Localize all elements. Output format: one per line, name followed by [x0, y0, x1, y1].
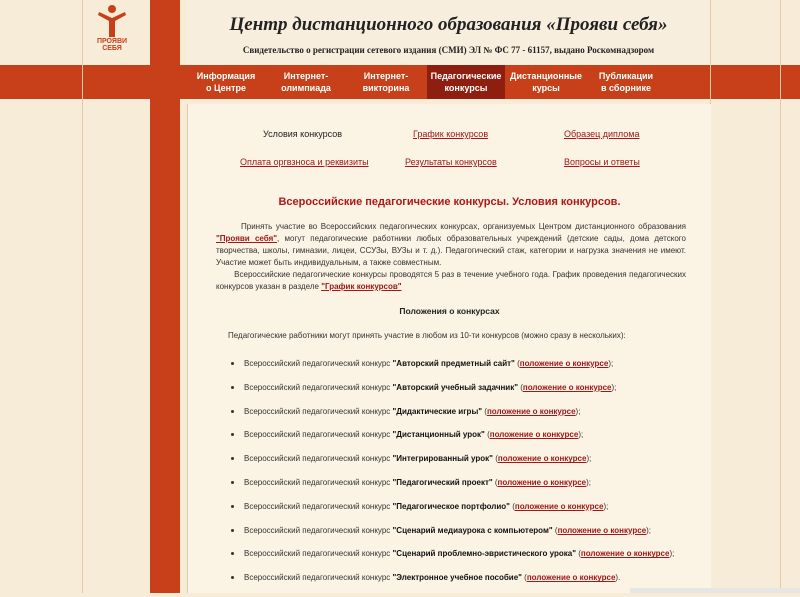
contest-name: "Электронное учебное пособие" — [392, 573, 522, 583]
contest-end: ); — [575, 406, 581, 416]
bullet-icon — [231, 552, 234, 555]
contest-name: "Педагогический проект" — [392, 477, 493, 487]
contest-prefix: Всероссийский педагогический конкурс — [244, 382, 391, 392]
contest-name: "Сценарий проблемно-эвристического урока" — [392, 549, 576, 559]
list-item: Всероссийский педагогический конкурс "Педагогическое портфолио" (положение о конкурсе); — [228, 502, 674, 526]
contest-rules-link[interactable]: положение о конкурсе — [519, 359, 609, 368]
sublink-schedule[interactable]: График конкурсов — [413, 129, 489, 139]
list-item: Всероссийский педагогический конкурс "Сценарий проблемно-эвристического урока" (положение о конкурсе); — [228, 549, 674, 573]
contest-rules-link[interactable]: положение о конкурсе — [526, 573, 616, 583]
list-item: Всероссийский педагогический конкурс "Сценарий медиаурока с компьютером" (положение о конкурсе); — [228, 526, 674, 550]
nav-item-olympiad[interactable]: Интернет- олимпиада — [281, 71, 331, 93]
contest-rules-link[interactable]: положение о конкурсе — [514, 501, 604, 511]
bullet-icon — [231, 386, 234, 389]
nav-item-quiz[interactable]: Интернет- викторина — [362, 71, 410, 93]
sublink-results[interactable]: Результаты конкурсов — [405, 157, 497, 167]
intro-p1-b: , могут педагогические работники любых образовательных учреждений (детские сады, дома детского творчества, школы, гимназии, лицеи, ССУЗы, ВУЗы и т. д.). Педагогический стаж, категории и нагрузка значения не имеют. Участие может быть индивидуальным, а также совместным. — [216, 234, 686, 267]
contest-end: ); — [608, 359, 614, 368]
bullet-icon — [231, 410, 234, 413]
main-content — [187, 104, 711, 593]
sublink-conditions: Условия конкурсов — [263, 129, 343, 139]
contest-name: "Сценарий медиаурока с компьютером" — [392, 525, 553, 535]
contest-prefix: Всероссийский педагогический конкурс — [244, 573, 391, 583]
bullet-icon — [231, 576, 234, 579]
site-title: Центр дистанционного образования «Прояви себя» — [229, 14, 668, 35]
contest-name: "Дидактические игры" — [392, 406, 483, 416]
site-logo[interactable] — [90, 4, 134, 56]
contest-end: ); — [586, 454, 592, 464]
contest-prefix: Всероссийский педагогический конкурс — [244, 501, 391, 511]
list-item: Всероссийский педагогический конкурс "Авторский предметный сайт" (положение о конкурсе); — [228, 359, 674, 383]
contest-rules-link[interactable]: положение о конкурсе — [489, 430, 579, 440]
sublink-diploma[interactable]: Образец диплома — [564, 129, 640, 139]
nav-item-about[interactable]: Информация о Центре — [196, 71, 256, 93]
contest-list — [228, 359, 674, 597]
contest-rules-link[interactable]: положение о конкурсе — [486, 406, 576, 416]
contest-prefix: Всероссийский педагогический конкурс — [244, 406, 391, 416]
contest-name: "Авторский учебный задачник" — [392, 382, 519, 392]
list-item: Всероссийский педагогический конкурс "Педагогический проект" (положение о конкурсе); — [228, 478, 674, 502]
bullet-icon — [231, 457, 234, 460]
contest-rules-link[interactable]: положение о конкурсе — [497, 454, 587, 464]
list-item: Всероссийский педагогический конкурс "Дидактические игры" (положение о конкурсе); — [228, 407, 674, 431]
contest-end: ); — [603, 501, 609, 511]
list-item: Всероссийский педагогический конкурс "Авторский учебный задачник" (положение о конкурсе); — [228, 383, 674, 407]
contest-end: ); — [669, 549, 675, 559]
contest-name: "Дистанционный урок" — [392, 430, 485, 440]
list-item: Всероссийский педагогический конкурс "Дистанционный урок" (положение о конкурсе); — [228, 430, 674, 454]
bullet-icon — [231, 433, 234, 436]
contest-end: ). — [615, 573, 621, 583]
intro-text — [216, 221, 686, 293]
contest-end: ); — [586, 477, 592, 487]
contest-prefix: Всероссийский педагогический конкурс — [244, 430, 391, 440]
sublink-faq[interactable]: Вопросы и ответы — [564, 157, 640, 167]
contest-end: ); — [578, 430, 584, 440]
contest-prefix: Всероссийский педагогический конкурс — [244, 477, 391, 487]
decor-line — [780, 0, 781, 593]
bullet-icon — [231, 481, 234, 484]
registration-certificate: Свидетельство о регистрации сетевого издания (СМИ) ЭЛ № ФС 77 - 61157, выдано Роскомнадзором — [242, 45, 655, 55]
contest-rules-link[interactable]: положение о конкурсе — [522, 382, 612, 392]
logo-text: ПРОЯВИ СЕБЯ — [96, 38, 128, 52]
contest-name: "Авторский предметный сайт" — [392, 359, 515, 368]
section-intro: Педагогические работники могут принять участие в любом из 10-ти конкурсов (можно сразу в нескольких): — [228, 331, 626, 340]
decor-line — [82, 0, 83, 593]
brand-link[interactable]: "Прояви себя" — [216, 234, 278, 243]
bullet-icon — [231, 505, 234, 508]
nav-item-contests[interactable]: Педагогические конкурсы — [427, 65, 505, 99]
main-nav — [187, 65, 710, 99]
contest-prefix: Всероссийский педагогический конкурс — [244, 359, 391, 368]
list-item: Всероссийский педагогический конкурс "Интегрированный урок" (положение о конкурсе); — [228, 454, 674, 478]
contest-end: ); — [646, 525, 652, 535]
nav-item-publications[interactable]: Публикации в сборнике — [598, 71, 654, 93]
page-heading: Всероссийские педагогические конкурсы. Условия конкурсов. — [278, 196, 621, 208]
contest-prefix: Всероссийский педагогический конкурс — [244, 525, 391, 535]
section-title: Положения о конкурсах — [399, 306, 500, 316]
intro-p1-a: Принять участие во Всероссийских педагогических конкурсах, организуемых Центром дистанционного образования — [241, 222, 686, 231]
contest-rules-link[interactable]: положение о конкурсе — [557, 525, 647, 535]
contest-name: "Педагогическое портфолио" — [392, 501, 510, 511]
bullet-icon — [231, 362, 234, 365]
scroll-remnant — [630, 588, 800, 593]
intro-p2-a: Всероссийские педагогические конкурсы проводятся 5 раз в течение учебного года. График проведения педагогических конкурсов указан в разделе — [216, 270, 686, 291]
person-icon — [97, 4, 127, 38]
contest-prefix: Всероссийский педагогический конкурс — [244, 549, 391, 559]
list-item: Всероссийский педагогический конкурс "Электронное учебное пособие" (положение о конкурсе). — [228, 573, 674, 597]
schedule-link[interactable]: "График конкурсов" — [321, 282, 402, 291]
contest-rules-link[interactable]: положение о конкурсе — [497, 477, 587, 487]
contest-rules-link[interactable]: положение о конкурсе — [580, 549, 670, 559]
contest-name: "Интегрированный урок" — [392, 454, 493, 464]
contest-end: ); — [611, 382, 617, 392]
sublink-payment[interactable]: Оплата оргвзноса и реквизиты — [240, 157, 369, 167]
nav-item-courses[interactable]: Дистанционные курсы — [510, 71, 582, 93]
bullet-icon — [231, 529, 234, 532]
header — [187, 0, 710, 65]
contest-prefix: Всероссийский педагогический конкурс — [244, 454, 391, 464]
